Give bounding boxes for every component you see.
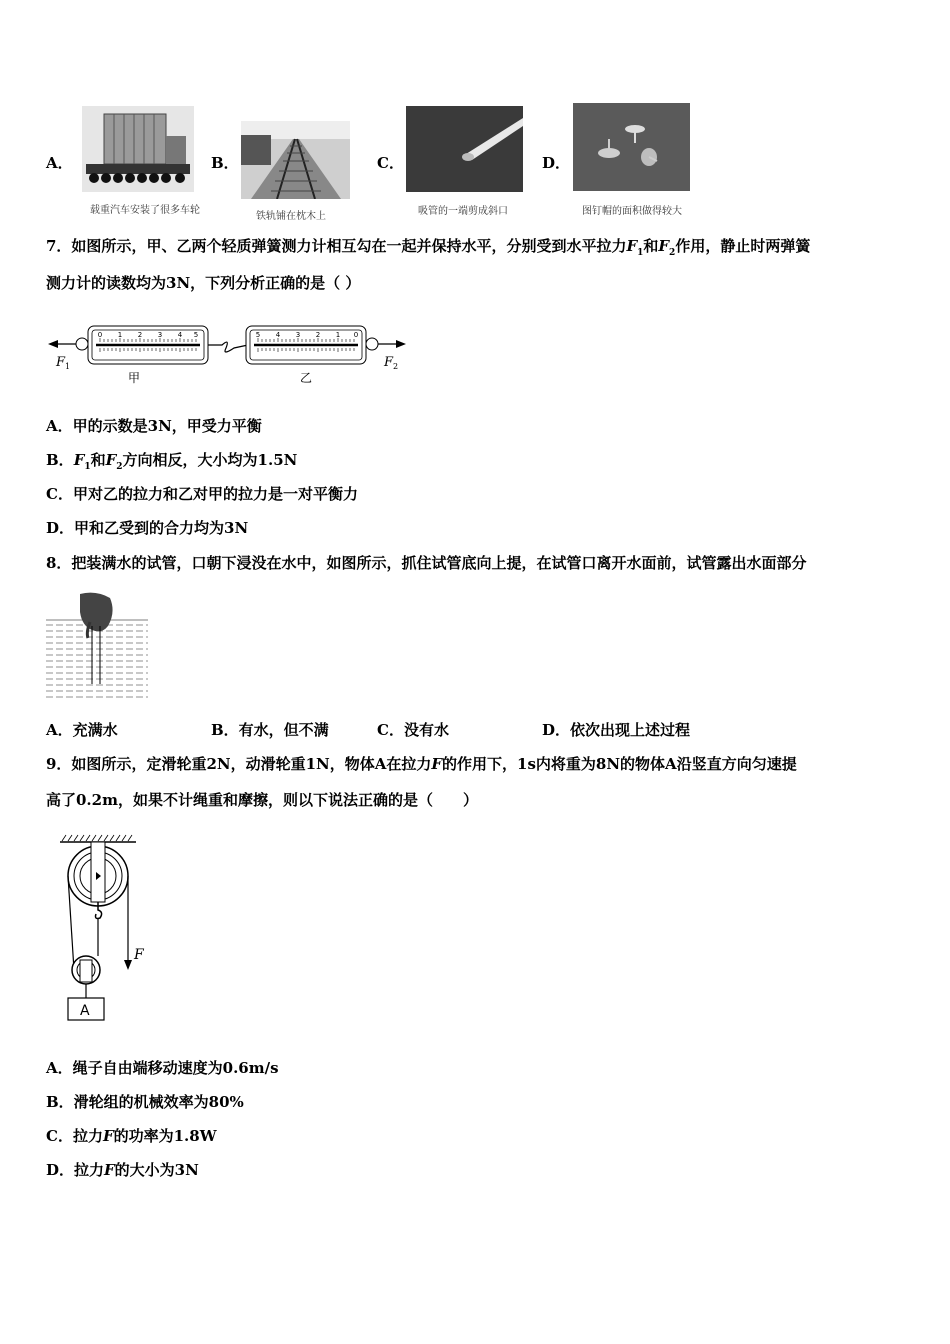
- yi-scale-5: 5: [255, 331, 261, 339]
- thumbtack-photo: [573, 103, 690, 191]
- yi-scale-0: 0: [353, 331, 359, 339]
- q7-stem-pre: 7．如图所示，甲、乙两个轻质弹簧测力计相互勾在一起并保持水平，分别受到水平拉力: [46, 237, 627, 255]
- q9-stem-line2: 高了0.2m，如果不计绳重和摩擦，则以下说法正确的是（ ）: [46, 791, 478, 809]
- test-tube-water-figure: [46, 592, 148, 698]
- f1-label-sub: 1: [65, 362, 71, 371]
- yi-scale-3: 3: [295, 331, 301, 339]
- q8-option-b: B．有水，但不满: [211, 721, 329, 739]
- label-jia: 甲: [128, 371, 141, 385]
- label-yi: 乙: [300, 371, 313, 385]
- q6-option-c-caption: 吸管的一端剪成斜口: [418, 206, 508, 217]
- block-a-label: A: [80, 1003, 90, 1019]
- q7-stem-mid: 和: [643, 237, 659, 255]
- q6-option-a-caption: 载重汽车安装了很多车轮: [90, 205, 200, 216]
- jia-scale-3: 3: [157, 331, 163, 339]
- jia-scale-0: 0: [97, 331, 103, 339]
- q8-option-a: A．充满水: [46, 721, 118, 739]
- q6-option-c-letter: C．: [377, 154, 404, 172]
- q7-option-b-mid: 和: [90, 451, 106, 469]
- q7-f2: F: [658, 237, 670, 255]
- q9-option-c-pre: C．拉力: [46, 1127, 103, 1145]
- q9-option-b: B．滑轮组的机械效率为80%: [46, 1093, 244, 1111]
- svg-text:F1: [55, 355, 70, 371]
- q7-option-d: D．甲和乙受到的合力均为3N: [46, 519, 249, 537]
- q7-option-c: C．甲对乙的拉力和乙对甲的拉力是一对平衡力: [46, 485, 358, 503]
- q9-stem-line1: [46, 754, 797, 774]
- q7-option-b: [46, 450, 297, 477]
- jia-scale-1: 1: [117, 331, 123, 339]
- pulley-system-figure: [52, 832, 162, 1028]
- q9-stem-pre: 9．如图所示，定滑轮重2N，动滑轮重1N，物体A在拉力: [46, 755, 432, 773]
- q6-option-b-caption: 铁轨铺在枕木上: [256, 211, 326, 222]
- straw-photo: [406, 106, 523, 192]
- q6-option-d-letter: D．: [542, 154, 571, 172]
- q7-option-b-f1-sub: 1: [84, 462, 91, 472]
- truck-photo: [82, 106, 194, 192]
- railway-photo: [241, 121, 350, 199]
- q9-option-c-force: F: [102, 1127, 114, 1145]
- q6-option-b-letter: B．: [211, 154, 239, 172]
- balance-yi: [246, 326, 366, 364]
- force-f-label: F: [134, 947, 144, 963]
- jia-scale-5: 5: [193, 331, 199, 339]
- q9-option-a: A．绳子自由端移动速度为0.6m/s: [46, 1059, 279, 1077]
- q7-option-b-f2-sub: 2: [116, 462, 123, 472]
- q9-option-d-pre: D．拉力: [46, 1161, 105, 1179]
- q9-option-d-post: 的大小为3N: [114, 1161, 199, 1179]
- q7-stem-line2: 测力计的读数均为3N，下列分析正确的是（ ）: [46, 274, 361, 292]
- q7-f1: F: [626, 237, 638, 255]
- q7-stem-line1: [46, 236, 810, 263]
- q8-stem: 8．把装满水的试管，口朝下浸没在水中，如图所示，抓住试管底向上提，在试管口离开水面前，试管露出水面部分: [46, 554, 807, 572]
- q7-option-b-rest: 方向相反，大小均为1.5N: [122, 451, 298, 469]
- q9-option-c-post: 的功率为1.8W: [113, 1127, 217, 1145]
- q6-option-d-caption: 图钉帽的面积做得较大: [582, 206, 682, 217]
- q9-option-d: [46, 1160, 199, 1180]
- q7-f1-sub: 1: [637, 248, 644, 258]
- q7-option-b-f1: F: [73, 451, 85, 469]
- f1-label: F: [56, 355, 66, 370]
- q7-option-b-f2: F: [105, 451, 117, 469]
- q7-option-b-letter: B．: [46, 451, 74, 469]
- spring-balance-figure: [44, 318, 414, 390]
- q9-option-c: [46, 1126, 217, 1146]
- jia-scale-2: 2: [137, 331, 143, 339]
- yi-scale-1: 1: [335, 331, 341, 339]
- q9-option-d-force: F: [104, 1161, 115, 1179]
- svg-text:F2: [383, 355, 398, 371]
- q6-option-a-letter: A．: [46, 154, 73, 172]
- yi-scale-2: 2: [315, 331, 321, 339]
- q9-stem-post: 的作用下，1s内将重为8N的物体A沿竖直方向匀速提: [442, 755, 797, 773]
- q9-force: F: [431, 755, 443, 773]
- q7-f2-sub: 2: [669, 248, 676, 258]
- q8-option-d: D．依次出现上述过程: [542, 721, 691, 739]
- jia-scale-4: 4: [177, 331, 183, 339]
- yi-scale-4: 4: [275, 331, 281, 339]
- f2-label: F: [384, 355, 394, 370]
- balance-jia: [88, 326, 208, 364]
- q8-option-c: C．没有水: [377, 721, 449, 739]
- f2-label-sub: 2: [393, 362, 399, 371]
- q7-option-a: A．甲的示数是3N，甲受力平衡: [46, 417, 262, 435]
- q7-stem-post: 作用，静止时两弹簧: [675, 237, 811, 255]
